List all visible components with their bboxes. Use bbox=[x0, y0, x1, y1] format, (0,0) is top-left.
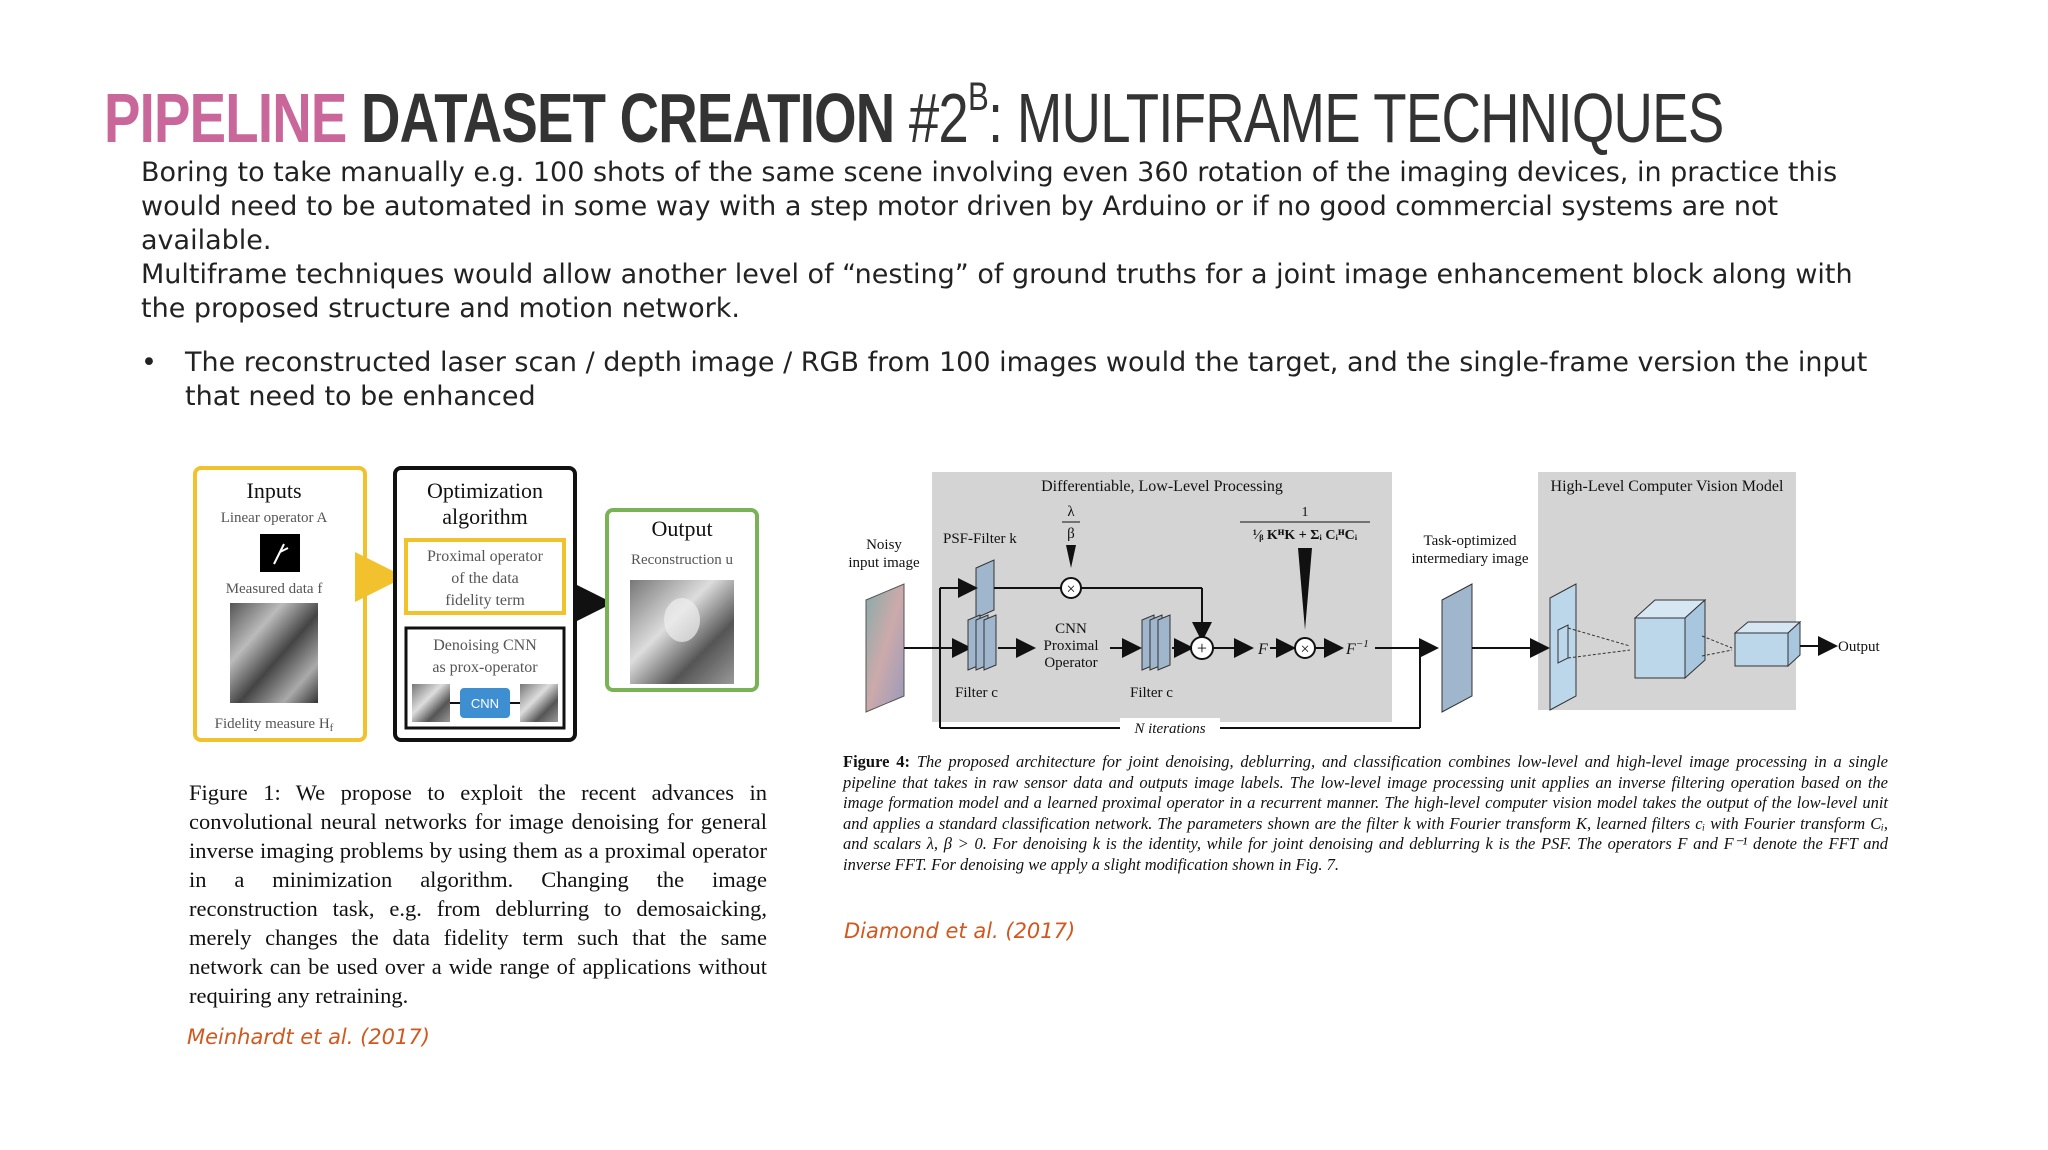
denoise-line-1: Denoising CNN bbox=[433, 637, 537, 654]
task-label-1: Task-optimized bbox=[1423, 533, 1517, 549]
noisy-input-image bbox=[866, 584, 904, 712]
prox-line-3: fidelity term bbox=[445, 592, 525, 609]
title-subtitle: : MULTIFRAME TECHNIQUES bbox=[988, 79, 1724, 157]
ifft-label: $F^{-1}$ bbox=[1346, 638, 1369, 658]
fidelity-measure-label: Fidelity measure $H_f$ bbox=[214, 716, 334, 734]
cnn-label-3: Operator bbox=[1044, 655, 1098, 671]
figure-4-caption bbox=[843, 752, 1888, 875]
svg-text:×: × bbox=[1066, 581, 1076, 598]
optimization-title-2: algorithm bbox=[442, 504, 528, 529]
prox-line-2: of the data bbox=[451, 570, 519, 587]
inputs-title: Inputs bbox=[246, 478, 302, 503]
high-level-title: High-Level Computer Vision Model bbox=[1550, 478, 1784, 495]
reconstruction-label: Reconstruction u bbox=[630, 552, 734, 568]
slide-title bbox=[104, 52, 1723, 163]
title-superscript: B bbox=[968, 75, 989, 119]
bullet-dot: • bbox=[141, 347, 157, 378]
title-dataset-creation: DATASET CREATION bbox=[360, 79, 895, 157]
optimization-title-1: Optimization bbox=[426, 478, 544, 503]
measured-data-image bbox=[230, 603, 318, 703]
psf-filter-label: PSF-Filter k bbox=[943, 531, 1017, 547]
denominator-label: ¹⁄ᵦ KᴴK + Σᵢ CᵢᴴCᵢ bbox=[1252, 528, 1358, 543]
output-label: Output bbox=[1838, 639, 1880, 655]
low-level-title: Differentiable, Low-Level Processing bbox=[1041, 478, 1283, 495]
diamond-citation: Diamond et al. (2017) bbox=[844, 919, 1076, 943]
n-iterations-label: N iterations bbox=[1134, 721, 1206, 737]
figure-4-diagram bbox=[840, 460, 1890, 740]
beta-label: β bbox=[1067, 526, 1075, 542]
fft-label: F bbox=[1258, 641, 1268, 658]
paragraph-2: Multiframe techniques would allow another level of “nesting” of ground truths for a joint image enhancement block along with the proposed structure and motion network. bbox=[141, 259, 1853, 324]
noisy-label-2: input image bbox=[848, 555, 920, 571]
noisy-label-1: Noisy bbox=[866, 537, 902, 553]
cnn-label-1: CNN bbox=[1055, 621, 1087, 637]
lambda-label: λ bbox=[1067, 504, 1075, 520]
filter-c-label: Filter c bbox=[955, 685, 998, 701]
task-label-2: intermediary image bbox=[1411, 551, 1529, 567]
figure-4-caption-text: The proposed architecture for joint denoising, deblurring, and classification combines low-level and high-level image processing in a single pipeline that takes in raw sensor data and outputs image labels. The low-level image processing unit applies an inverse filtering operation based on the image formation model and a learned proximal operator in a recurrent manner. The high-level computer vision model takes the output of the low-level unit and applies a standard classification network. The parameters shown are the filter k with Fourier transform K, learned filters cᵢ with Fourier transform Cᵢ, and scalars λ, β > 0. For denoising k is the identity, while for joint denoising and deblurring k is the PSF. The operators F and F⁻¹ denote the FFT and inverse FFT. For denoising we apply a slight modification shown in Fig. 7. bbox=[843, 752, 1888, 874]
filter-ct-label: Filter c bbox=[1130, 685, 1173, 701]
figure-1-diagram bbox=[180, 460, 780, 750]
cnn-label-2: Proximal bbox=[1043, 638, 1099, 654]
psf-filter-block bbox=[976, 560, 994, 618]
cnn-input-thumb bbox=[412, 684, 450, 722]
linear-operator-label: Linear operator A bbox=[220, 510, 328, 526]
svg-text:×: × bbox=[1300, 641, 1310, 658]
paragraph-1: Boring to take manually e.g. 100 shots of the same scene involving even 360 rotation of the imaging devices, in practice this would need to be automated in some way with a step motor driven by Arduino or if no good commercial systems are not available. bbox=[141, 157, 1838, 256]
prox-line-1: Proximal operator bbox=[427, 548, 543, 565]
filter-c-block bbox=[968, 615, 996, 670]
title-number: #2 bbox=[908, 79, 969, 157]
svg-text:+: + bbox=[1196, 638, 1208, 658]
one-label: 1 bbox=[1301, 505, 1309, 520]
bullet-text: The reconstructed laser scan / depth image / RGB from 100 images would the target, and the single-frame version the input that need to be enhanced bbox=[185, 347, 1868, 412]
denoise-line-2: as prox-operator bbox=[432, 659, 538, 676]
filter-ct-block bbox=[1142, 615, 1170, 670]
cnn-label: CNN bbox=[470, 696, 500, 711]
measured-data-label: Measured data f bbox=[225, 581, 323, 597]
figure-4-caption-label: Figure 4: bbox=[843, 752, 910, 771]
figure-1-caption: Figure 1: We propose to exploit the recent advances in convolutional neural networks for image denoising for general inverse imaging problems by using them as a proximal operator in a minimization algorithm. Changing the image reconstruction task, e.g. from deblurring to demosaicking, merely changes the data fidelity term such that the same network can be used over a wide range of applications without requiring any retraining. bbox=[189, 780, 767, 1008]
meinhardt-citation: Meinhardt et al. (2017) bbox=[187, 1025, 430, 1049]
output-title: Output bbox=[651, 516, 713, 541]
title-pipeline: PIPELINE bbox=[104, 79, 347, 157]
task-optimized-image bbox=[1442, 584, 1472, 712]
cnn-output-thumb bbox=[520, 684, 558, 722]
